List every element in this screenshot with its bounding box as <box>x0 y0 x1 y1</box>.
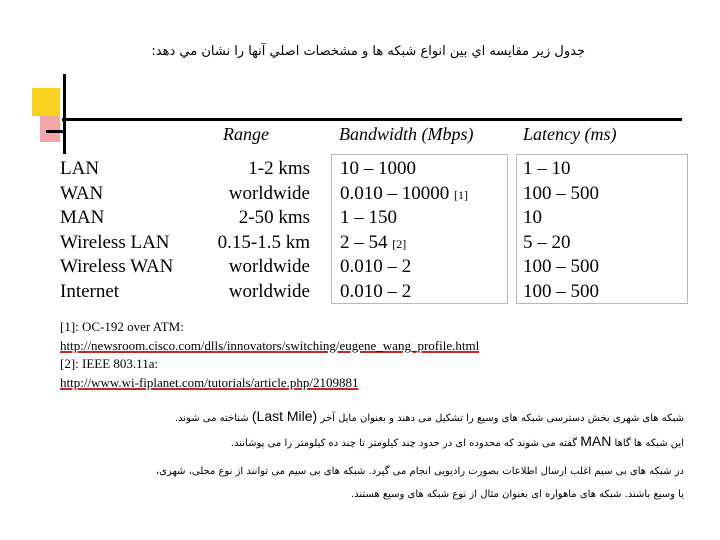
paragraph-line-2: این شبکه ها گاها MAN گفته می شوند که محدوده ای در حدود چند کیلومتر تا چند ده کیلومتر را می پوشانند. <box>230 433 684 449</box>
cell-bandwidth: 2 – 54 [2] <box>340 231 407 253</box>
table-row <box>60 206 680 231</box>
cell-network: MAN <box>60 207 105 228</box>
cell-range: 2-50 kms <box>238 207 310 228</box>
cell-network: Wireless LAN <box>60 231 170 253</box>
table-row <box>60 280 680 305</box>
cell-range: 1-2 kms <box>248 158 310 179</box>
cell-network: Internet <box>60 280 120 302</box>
cell-bandwidth: 0.010 – 10000 [1] <box>340 182 468 204</box>
cell-latency: 100 – 500 <box>523 182 599 204</box>
cell-latency: 1 – 10 <box>523 158 571 179</box>
cell-bandwidth: 0.010 – 2 <box>340 280 412 302</box>
page-title: جدول زير مقايسه اي بين انواع شبکه ها و مشخصات اصلي آنها را نشان مي دهد: <box>151 44 585 59</box>
cell-latency: 5 – 20 <box>523 231 571 253</box>
cell-range: worldwide <box>228 280 310 302</box>
paragraph-line-4: یا وسیع باشند. شبکه های ماهواره ای بعنوان مثال از نوع شبکه های وسیع هستند. <box>350 489 684 500</box>
network-table <box>60 157 680 304</box>
footnote-ref-1: [1] <box>454 187 468 202</box>
footnotes <box>60 318 479 392</box>
man-term: MAN <box>580 433 612 449</box>
paragraph-line-3: در شبکه های بی سیم اغلب ارسال اطلاعات بصورت رادیویی انجام می گیرد. شبکه های بی سیم می توانند از نوع محلی، شهری، <box>155 466 684 477</box>
last-mile-term: (Last Mile) <box>251 408 318 424</box>
cell-latency: 100 – 500 <box>523 280 599 302</box>
cell-latency: 100 – 500 <box>523 256 599 277</box>
cell-range: worldwide <box>228 256 310 277</box>
cell-network: WAN <box>60 182 104 204</box>
cell-latency: 10 <box>523 207 542 228</box>
slide-logo <box>32 74 72 154</box>
table-row <box>60 182 680 207</box>
header-bandwidth: Bandwidth (Mbps) <box>339 124 474 144</box>
footnote-2-text: [2]: IEEE 803.11a: <box>60 356 159 371</box>
title-rule <box>62 118 682 121</box>
table-row <box>60 157 680 182</box>
cell-bandwidth: 10 – 1000 <box>340 158 416 179</box>
footnote-ref-2: [2] <box>392 236 407 251</box>
table-row <box>60 231 680 256</box>
cell-range: worldwide <box>228 182 310 204</box>
cell-bandwidth: 0.010 – 2 <box>340 256 412 277</box>
cell-network: Wireless WAN <box>60 256 174 277</box>
table-row <box>60 255 680 280</box>
footnote-2-link[interactable]: http://www.wi-fiplanet.com/tutorials/article.php/2109881 <box>60 374 359 390</box>
cell-range: 0.15-1.5 km <box>217 231 310 253</box>
cell-bandwidth: 1 – 150 <box>340 207 397 228</box>
cell-network: LAN <box>60 158 100 179</box>
paragraph-line-1: شبکه های شهری بخش دسترسی شبکه های وسیع را تشکیل می دهند و بعنوان مایل آخر (Last Mile) شناخته می شوند. <box>174 408 684 424</box>
header-latency: Latency (ms) <box>523 124 617 144</box>
header-range: Range <box>223 124 269 144</box>
footnote-1-link[interactable]: http://newsroom.cisco.com/dlls/innovators/switching/eugene_wang_profile.html <box>60 337 480 353</box>
footnote-1-text: [1]: OC-192 over ATM: <box>60 319 184 334</box>
